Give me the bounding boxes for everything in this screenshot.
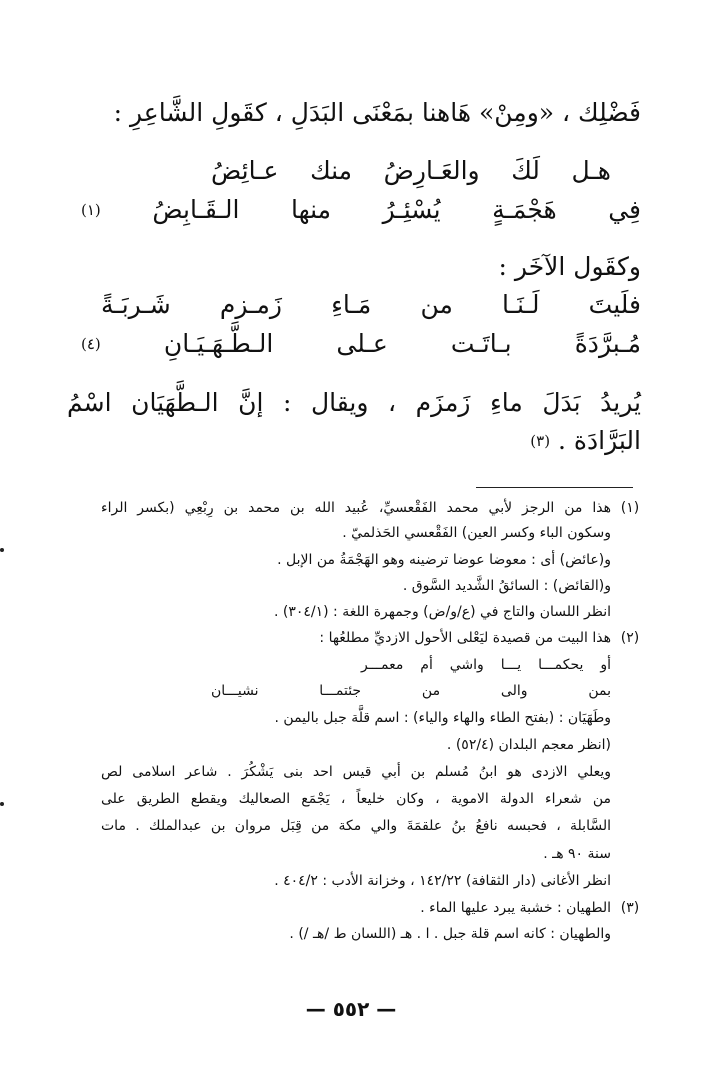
- footnote-1-line: و(عائض) أى : معوضا عوضا ترضينه وهو الهَجْمَةُ من الإبل .: [277, 552, 611, 568]
- footnote-2-line: وطَهَيَان : (بفتح الطاء والهاء والياء) : اسم قلَّة جبل باليمن .: [274, 710, 611, 726]
- footnote-2-line: ويعلي الازدى هو ابنُ مُسلم بن أبي قيس احد بنى يَشْكُرَ . شاعر اسلامى لص: [101, 764, 611, 780]
- footnote-2-line: من شعراء الدولة الاموية ، وكان خليعاً ، يَجْمَع الصعاليك ويقطع الطريق على: [101, 791, 611, 807]
- footnote-2-line: السَّابلة ، فحبسه نافعُ بنُ علقمَةَ والي مكة من قِبَل مروان بن عبدالملك . مات: [101, 818, 611, 834]
- footnote-1-line: و(القائض) : السائقُ الشَّديد السَّوق .: [402, 578, 611, 594]
- para-line2-text: البَرَّادَة .: [558, 426, 641, 455]
- para-line1: يُريدُ بَدَلَ ماءِ زَمزَم ، ويقال : إنَّ الـطَّهَيَان اسْمُ: [67, 388, 641, 417]
- footnote-2-verse-line: أو يحكمـــا يـــا واشي أم معمـــر: [361, 657, 611, 673]
- footnote-1-line: هذا من الرجز لأبي محمد الفَقْعسيِّ، عُبيد الله بن محمد بن رِبْعِي (بكسر الراء: [101, 500, 611, 516]
- intro2-line: وكقَول الآخَر :: [498, 252, 641, 281]
- verse2-line2: [81, 327, 641, 361]
- footnote-2-line: (انظر معجم البلدان (٥٢/٤) .: [446, 737, 611, 753]
- verse1-line2-text: فِي هَجْمَـةٍ يُسْئِـرُ منها الـقَـابِضُ: [152, 195, 641, 224]
- footnote-3-line: الطهيان : خشبة يبرد عليها الماء .: [420, 900, 611, 916]
- verse1-line2: [81, 193, 641, 227]
- footnote-1-line: انظر اللسان والتاج في (ع/و/ض) وجمهرة اللغة : (٣٠٤/١) .: [273, 604, 611, 620]
- footnote-2-line: سنة ٩٠ هـ .: [543, 846, 611, 862]
- footnote-2-number: (٢): [620, 630, 640, 646]
- footnote-ref-1: (١): [81, 201, 101, 219]
- verse1-line1: هـل لَكَ والعَـارِضُ منك عـائِضُ: [211, 156, 611, 185]
- footnote-3-number: (٣): [620, 900, 640, 916]
- footnote-2-verse-line: بمن والى من جئتمـــا نشيـــان: [211, 683, 611, 699]
- footnote-ref-3: (٣): [530, 432, 551, 450]
- page-number: — ٥٥٢ —: [305, 997, 397, 1021]
- footnote-ref-4: (٤): [81, 335, 101, 353]
- intro-line: فَضْلِك ، «ومِنْ» هَاهنا بمَعْنَى البَدَلِ ، كقَولِ الشَّاعِرِ :: [113, 98, 641, 127]
- footnote-1-number: (١): [620, 500, 640, 516]
- footnote-3-line: والطهيان : كانه اسم قلة جبل . ا . هـ (اللسان ط /هـ /) .: [289, 926, 611, 942]
- footnote-2-line: هذا البيت من قصيدة ليَعْلى الأحول الازديِّ مطلعُها :: [319, 630, 611, 646]
- margin-speck: [0, 548, 4, 552]
- margin-speck: [0, 802, 4, 806]
- footnote-divider: [476, 487, 633, 488]
- verse2-line2-text: مُـبرَّدَةً بـاتَـت عـلى الـطَّـهَـيَـانِ: [163, 329, 641, 358]
- footnote-2-line: انظر الأغانى (دار الثقافة) ١٤٢/٢٢ ، وخزانة الأدب : ٤٠٤/٢ .: [274, 873, 611, 889]
- footnote-1-line: وسكون الباء وكسر العين) الفَقْعسي الحَذلميّ .: [342, 525, 611, 541]
- verse2-line1: فلَيتَ لَـنَـا من مَـاءِ زَمـزم شَـربَـةً: [101, 290, 641, 319]
- para-line2: [530, 424, 641, 458]
